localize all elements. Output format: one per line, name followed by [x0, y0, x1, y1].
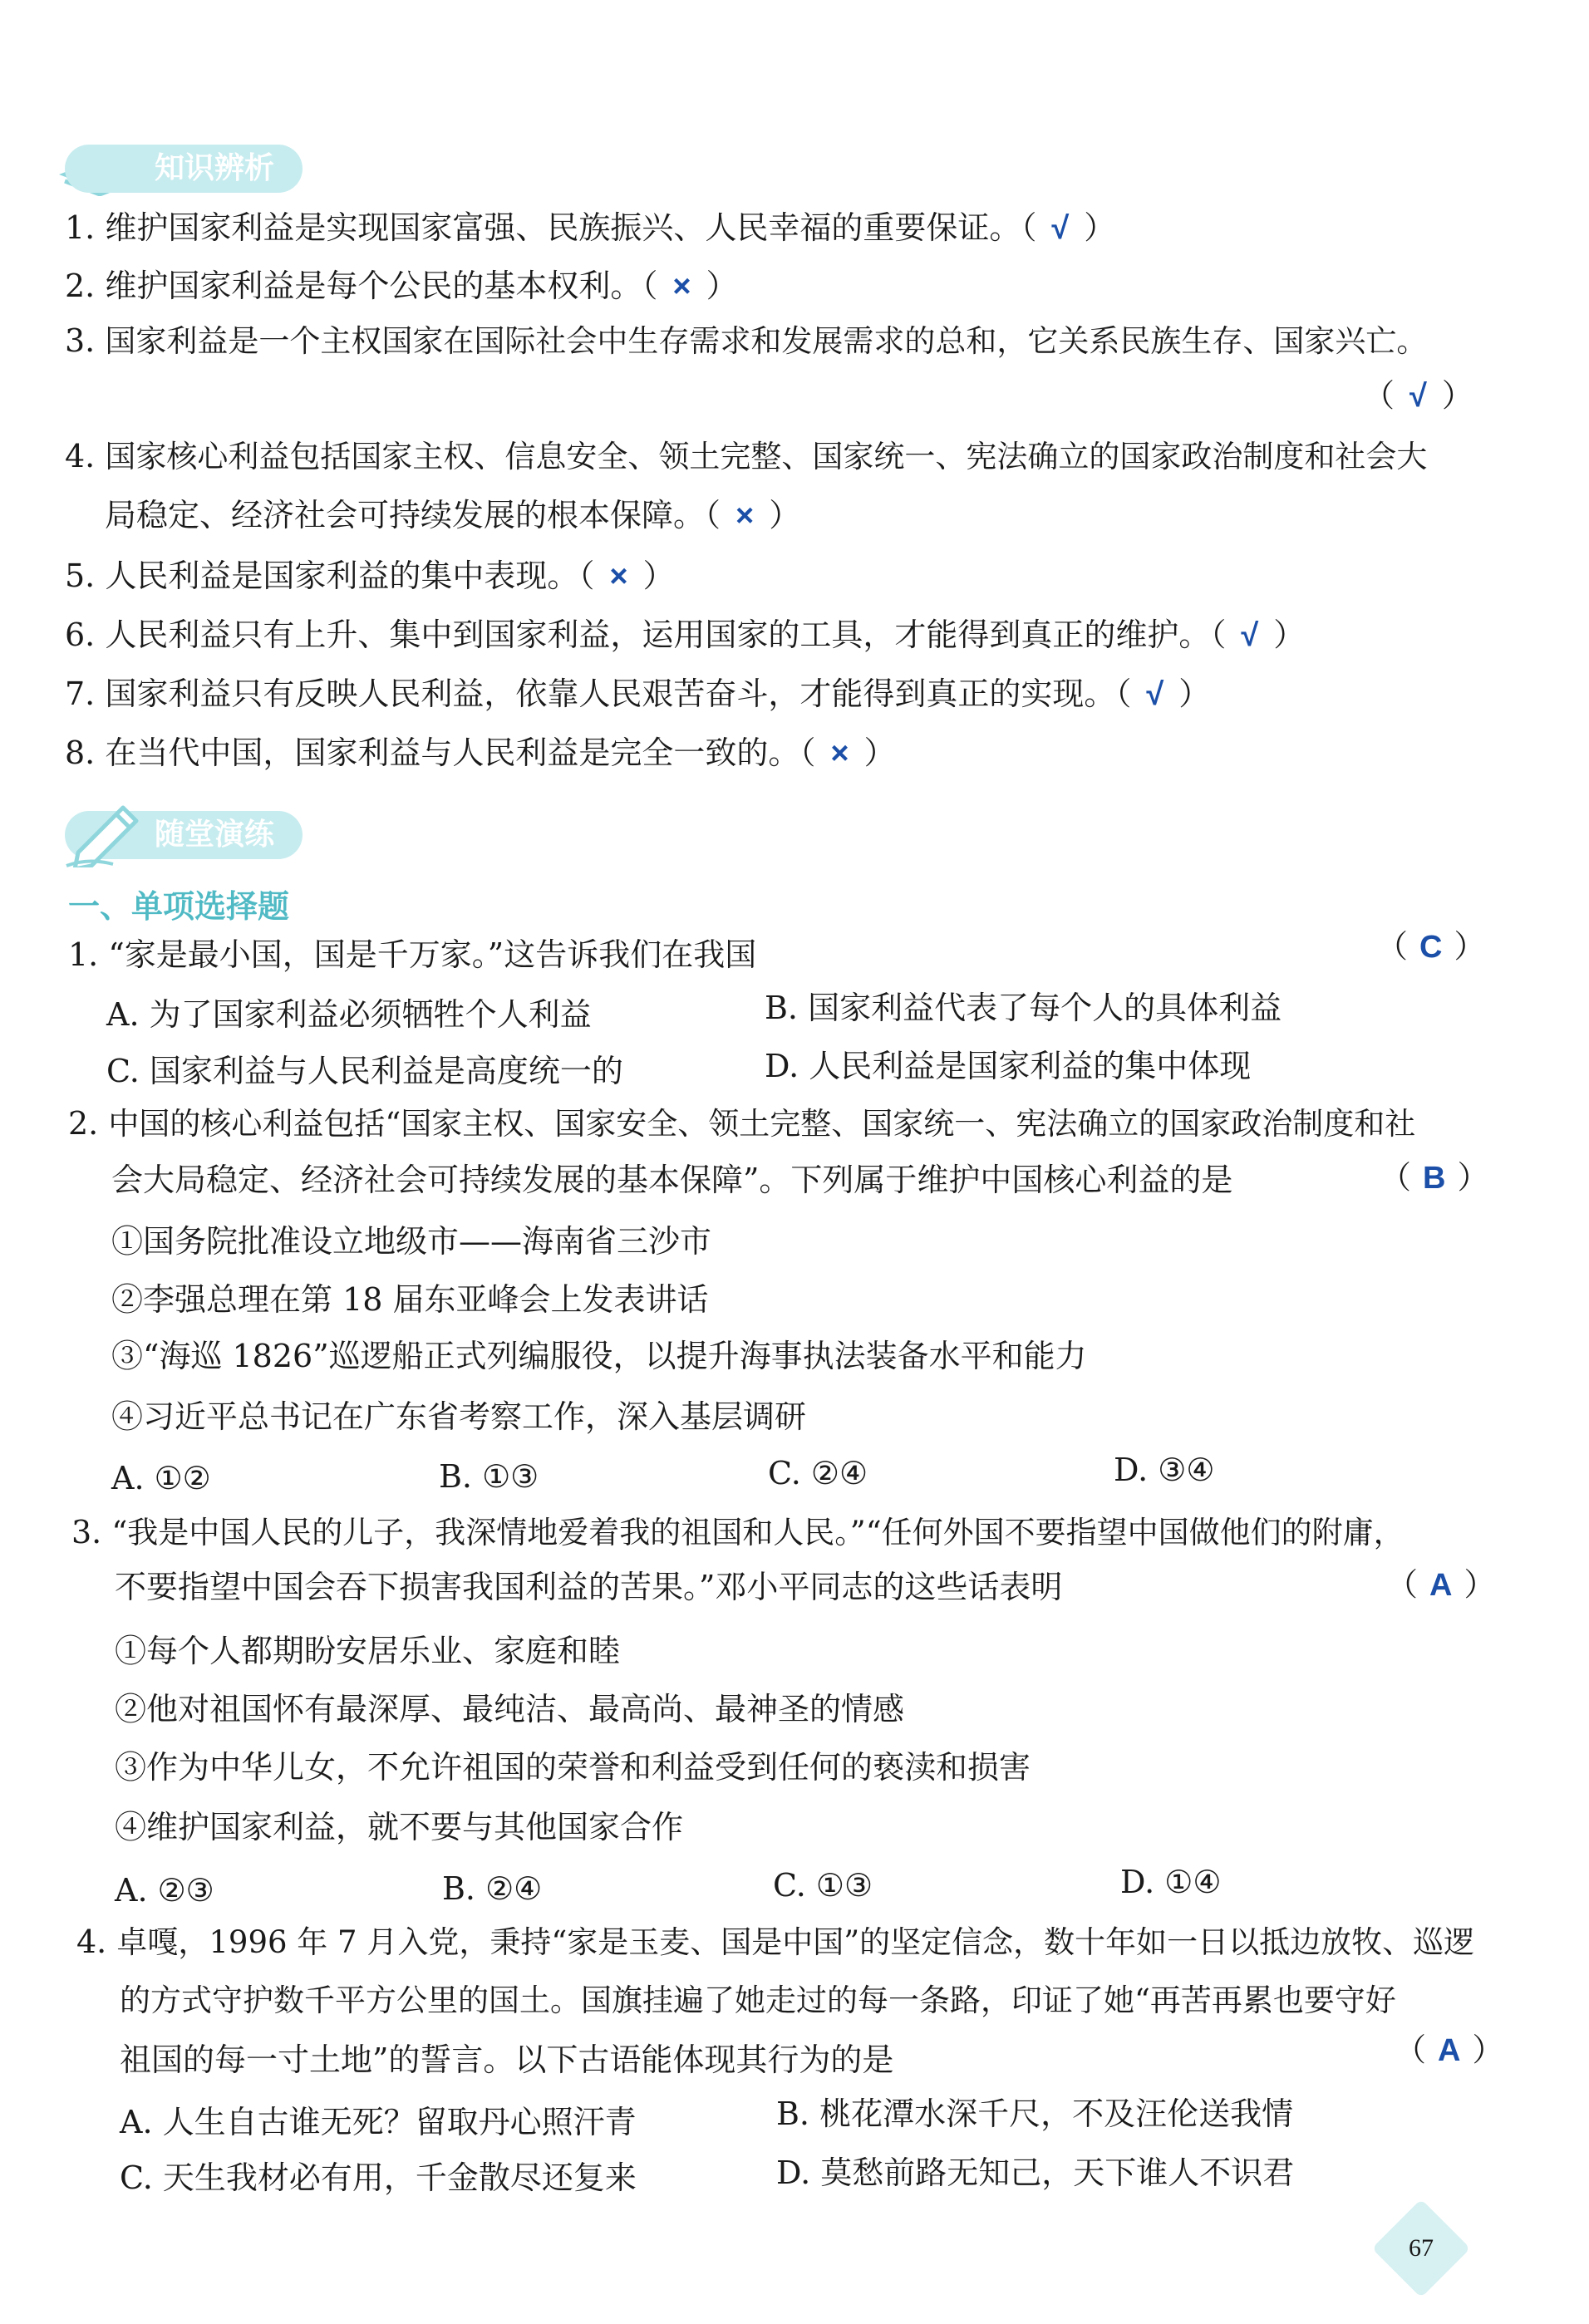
question-4-stem-cont: 祖国的每一寸土地”的誓言。以下古语能体现其行为的是 [120, 2041, 894, 2078]
question-4-answer: （ A ） [1395, 2032, 1504, 2068]
answer-mark: √ [1051, 211, 1070, 246]
pencil-icon [63, 799, 146, 871]
judgment-item-2: 2. 维护国家利益是每个公民的基本权利。（ × ） [65, 268, 738, 304]
judgment-item-7: 7. 国家利益只有反映人民利益，依靠人民艰苦奋斗，才能得到真正的实现。（ √ ） [65, 676, 1211, 712]
option-a: A. ①② [111, 1460, 211, 1496]
statement-item: ④维护国家利益，就不要与其他国家合作 [115, 1809, 684, 1845]
question-3-stem-cont: 不要指望中国会吞下损害我国利益的苦果。”邓小平同志的这些话表明 [115, 1569, 1063, 1605]
judgment-item-3-answer: （ √ ） [1363, 377, 1473, 414]
question-2-stem: 2. 中国的核心利益包括“国家主权、国家安全、领土完整、国家统一、宪法确立的国家政治制度和社 [68, 1105, 1416, 1142]
section-title: 一、单项选择题 [68, 888, 290, 925]
judgment-item-1: 1. 维护国家利益是实现国家富强、民族振兴、人民幸福的重要保证。（ √ ） [65, 209, 1116, 246]
statement-item: ②他对祖国怀有最深厚、最纯洁、最高尚、最神圣的情感 [115, 1691, 905, 1727]
judgment-item-4: 4. 国家核心利益包括国家主权、信息安全、领土完整、国家统一、宪法确立的国家政治制度和社会大 [65, 438, 1428, 474]
option-a: A. 为了国家利益必须牺牲个人利益 [106, 996, 592, 1033]
question-3-stem: 3. “我是中国人民的儿子，我深情地爱着我的祖国和人民。”“任何外国不要指望中国做他们的附庸， [71, 1514, 1405, 1550]
option-b: B. ②④ [442, 1870, 543, 1907]
option-c: C. 天生我材必有用，千金散尽还复来 [120, 2159, 637, 2196]
answer-mark: √ [1146, 677, 1164, 712]
question-2-stem-cont: 会大局稳定、经济社会可持续发展的基本保障”。下列属于维护中国核心利益的是 [111, 1162, 1233, 1198]
answer-mark: A [1429, 1568, 1453, 1603]
section-tag-label: 随堂演练 [155, 818, 275, 852]
answer-mark: B [1423, 1161, 1446, 1196]
question-1-stem: 1. “家是最小国，国是千万家。”这告诉我们在我国 [68, 936, 757, 973]
judgment-item-8: 8. 在当代中国，国家利益与人民利益是完全一致的。（ × ） [65, 735, 896, 771]
section-tag-label: 知识辨析 [155, 151, 275, 185]
page-number: 67 [1409, 2234, 1434, 2262]
option-d: D. ③④ [1114, 1452, 1215, 1488]
option-b: B. 桃花潭水深千尺，不及汪伦送我情 [776, 2096, 1294, 2132]
answer-mark: × [830, 736, 849, 771]
statement-item: ②李强总理在第 18 届东亚峰会上发表讲话 [111, 1281, 709, 1318]
option-b: B. ①③ [439, 1458, 539, 1495]
option-c: C. ②④ [768, 1455, 868, 1491]
answer-mark: √ [1409, 379, 1427, 414]
statement-item: ①国务院批准设立地级市——海南省三沙市 [111, 1223, 712, 1260]
question-4-stem-cont: 的方式守护数千平方公里的国土。国旗挂遍了她走过的每一条路，印证了她“再苦再累也要守好 [120, 1983, 1396, 2018]
judgment-item-3: 3. 国家利益是一个主权国家在国际社会中生存需求和发展需求的总和，它关系民族生存、国家兴亡。 [65, 322, 1428, 359]
option-b: B. 国家利益代表了每个人的具体利益 [765, 990, 1282, 1026]
answer-mark: × [735, 499, 755, 533]
option-d: D. 人民利益是国家利益的集中体现 [765, 1048, 1252, 1084]
judgment-item-6: 6. 人民利益只有上升、集中到国家利益，运用国家的工具，才能得到真正的维护。（ √ ） [65, 617, 1306, 653]
question-1-answer: （ C ） [1376, 928, 1486, 965]
question-2-answer: （ B ） [1380, 1159, 1489, 1196]
option-d: D. ①④ [1120, 1864, 1222, 1900]
section-tag-knowledge [65, 145, 303, 193]
option-a: A. 人生自古谁无死？留取丹心照汗青 [120, 2104, 637, 2140]
answer-mark: × [609, 559, 628, 594]
question-4-stem: 4. 卓嘎，1996 年 7 月入党，秉持“家是玉麦、国是中国”的坚定信念，数十年如一日以抵边放牧、巡逻 [76, 1924, 1475, 1960]
answer-mark: × [672, 269, 691, 304]
answer-mark: √ [1241, 618, 1259, 653]
judgment-item-5: 5. 人民利益是国家利益的集中表现。（ × ） [65, 558, 675, 594]
option-c: C. 国家利益与人民利益是高度统一的 [106, 1053, 623, 1089]
option-a: A. ②③ [115, 1872, 214, 1909]
judgment-item-4-cont: 局稳定、经济社会可持续发展的根本保障。（ × ） [105, 497, 801, 533]
question-3-answer: （ A ） [1386, 1566, 1496, 1603]
answer-mark: A [1438, 2033, 1461, 2068]
option-d: D. 莫愁前路无知己，天下谁人不识君 [776, 2154, 1295, 2191]
answer-mark: C [1419, 930, 1443, 965]
statement-item: ③“海巡 1826”巡逻船正式列编服役，以提升海事执法装备水平和能力 [111, 1338, 1087, 1374]
option-c: C. ①③ [773, 1867, 873, 1904]
statement-item: ④习近平总书记在广东省考察工作，深入基层调研 [111, 1398, 807, 1435]
statement-item: ①每个人都期盼安居乐业、家庭和睦 [115, 1633, 621, 1669]
statement-item: ③作为中华儿女，不允许祖国的荣誉和利益受到任何的亵渎和损害 [115, 1749, 1031, 1786]
